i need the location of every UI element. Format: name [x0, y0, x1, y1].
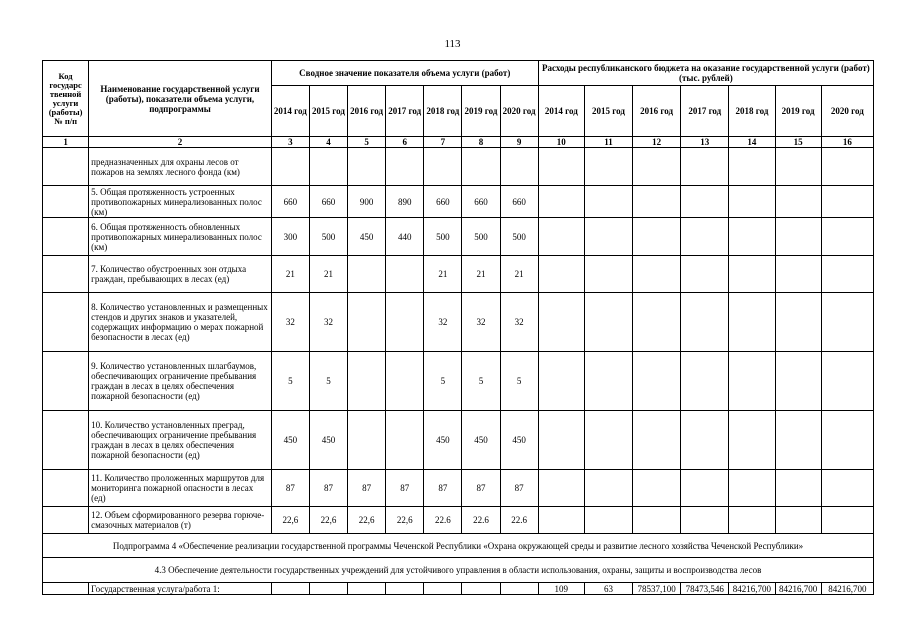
column-number: 16: [821, 137, 873, 148]
column-number: 4: [309, 137, 347, 148]
row-name: 5. Общая протяженность устроенных противопожарных минерализованных полос (км): [89, 186, 272, 218]
volume-cell: 22.6: [424, 507, 462, 534]
volume-cell: 450: [271, 411, 309, 470]
expense-cell: [729, 218, 775, 256]
header-row-1: [43, 61, 874, 86]
volume-cell: 32: [424, 293, 462, 352]
row-name: 9. Количество установленных шлагбаумов, обеспечивающих ограничение пребывания граждан в лесах в целях обеспечения пожарной безопасности (ед): [89, 352, 272, 411]
column-number: 1: [43, 137, 89, 148]
table-row: [43, 507, 874, 534]
column-number: 5: [348, 137, 386, 148]
volume-cell: 32: [271, 293, 309, 352]
header-year-volume: 2015 год: [309, 86, 347, 137]
expense-cell: [821, 411, 873, 470]
volume-cell: 87: [271, 470, 309, 507]
row-name: 10. Количество установленных преград, обеспечивающих ограничение пребывания граждан в лесах в целях обеспечения пожарной безопасности (ед): [89, 411, 272, 470]
row-code: [43, 507, 89, 534]
expense-cell: [681, 186, 729, 218]
expense-cell: [584, 218, 632, 256]
volume-cell: 21: [271, 256, 309, 293]
expense-cell: [729, 293, 775, 352]
volume-cell: 22.6: [500, 507, 538, 534]
section-row: [43, 558, 874, 583]
volume-cell: 5: [309, 352, 347, 411]
page-number: 113: [444, 38, 461, 50]
header-year-expense: 2018 год: [729, 86, 775, 137]
expense-cell: [775, 256, 821, 293]
header-year-volume: 2014 год: [271, 86, 309, 137]
header-name: Наименование государственной услуги (работы), показатели объема услуги, подпрограммы: [89, 61, 272, 137]
table-row: [43, 411, 874, 470]
expense-cell: [729, 507, 775, 534]
volume-cell: [500, 148, 538, 186]
expense-cell: [584, 352, 632, 411]
header-year-volume: 2019 год: [462, 86, 500, 137]
expense-cell: 84216,700: [775, 583, 821, 595]
volume-cell: [348, 256, 386, 293]
volume-cell: 22.6: [462, 507, 500, 534]
expense-cell: [584, 470, 632, 507]
final-row: [43, 583, 874, 595]
volume-cell: [309, 148, 347, 186]
section-title: 4.3 Обеспечение деятельности государственных учреждений для устойчивого управления в области использования, охраны, защиты и воспроизводства лесов: [43, 558, 874, 583]
header-year-expense: 2017 год: [681, 86, 729, 137]
expense-cell: [729, 411, 775, 470]
volume-cell: 900: [348, 186, 386, 218]
column-number: 7: [424, 137, 462, 148]
column-number: 3: [271, 137, 309, 148]
header-expenses-group: Расходы республиканского бюджета на оказание государственной услуги (работ) (тыс. рублей): [538, 61, 873, 86]
volume-cell: 21: [424, 256, 462, 293]
expense-cell: [681, 507, 729, 534]
volume-cell: 890: [386, 186, 424, 218]
row-code: [43, 256, 89, 293]
expense-cell: [729, 256, 775, 293]
expense-cell: [821, 218, 873, 256]
volume-cell: 500: [462, 218, 500, 256]
expense-cell: [729, 352, 775, 411]
row-name: 8. Количество установленных и размещенных стендов и других знаков и указателей, содержащих информацию о мерах пожарной безопасности в лесах (ед): [89, 293, 272, 352]
header-year-expense: 2020 год: [821, 86, 873, 137]
volume-cell: 32: [500, 293, 538, 352]
volume-cell: 5: [271, 352, 309, 411]
row-name: 11. Количество проложенных маршрутов для мониторинга пожарной опасности в лесах (ед): [89, 470, 272, 507]
volume-cell: 450: [424, 411, 462, 470]
volume-cell: 87: [309, 470, 347, 507]
expense-cell: [775, 470, 821, 507]
header-code: Код государс твенной услуги (работы) № п/п: [43, 61, 89, 137]
volume-cell: [386, 256, 424, 293]
header-year-expense: 2016 год: [633, 86, 681, 137]
column-number: 10: [538, 137, 584, 148]
subprogram-row: [43, 534, 874, 558]
column-number-row: [43, 137, 874, 148]
column-number: 14: [729, 137, 775, 148]
expense-cell: [775, 352, 821, 411]
expense-cell: 78473,546: [681, 583, 729, 595]
volume-cell: 500: [424, 218, 462, 256]
row-code: [43, 411, 89, 470]
row-name: 7. Количество обустроенных зон отдыха граждан, пребывающих в лесах (ед): [89, 256, 272, 293]
expense-cell: [633, 256, 681, 293]
volume-cell: 440: [386, 218, 424, 256]
header-year-expense: 2015 год: [584, 86, 632, 137]
volume-cell: 21: [309, 256, 347, 293]
volume-cell: [462, 148, 500, 186]
expense-cell: [821, 256, 873, 293]
expense-cell: [775, 507, 821, 534]
volume-cell: 450: [500, 411, 538, 470]
expense-cell: 78537,100: [633, 583, 681, 595]
row-code: [43, 352, 89, 411]
volume-cell: 22,6: [386, 507, 424, 534]
expense-cell: [681, 256, 729, 293]
volume-cell: [309, 583, 347, 595]
expense-cell: [538, 218, 584, 256]
volume-cell: 5: [500, 352, 538, 411]
volume-cell: [386, 352, 424, 411]
expense-cell: [633, 218, 681, 256]
expense-cell: [633, 186, 681, 218]
expense-cell: [681, 218, 729, 256]
report-table: [42, 60, 874, 595]
volume-cell: [386, 293, 424, 352]
row-code: [43, 293, 89, 352]
volume-cell: [271, 583, 309, 595]
expense-cell: [821, 293, 873, 352]
table-row: [43, 148, 874, 186]
expense-cell: [584, 256, 632, 293]
expense-cell: [538, 186, 584, 218]
column-number: 8: [462, 137, 500, 148]
volume-cell: 87: [424, 470, 462, 507]
volume-cell: 87: [348, 470, 386, 507]
expense-cell: [775, 411, 821, 470]
expense-cell: [821, 352, 873, 411]
volume-cell: 32: [309, 293, 347, 352]
expense-cell: [538, 411, 584, 470]
expense-cell: [681, 293, 729, 352]
subprogram-title: Подпрограмма 4 «Обеспечение реализации государственной программы Чеченской Республики «Охрана окружающей среды и развитие лесного хозяйства Чеченской Республики»: [43, 534, 874, 558]
expense-cell: [538, 470, 584, 507]
column-number: 11: [584, 137, 632, 148]
expense-cell: [775, 218, 821, 256]
expense-cell: [729, 470, 775, 507]
row-name: 6. Общая протяженность обновленных противопожарных минерализованных полос (км): [89, 218, 272, 256]
expense-cell: [681, 148, 729, 186]
row-code: [43, 148, 89, 186]
volume-cell: [271, 148, 309, 186]
volume-cell: [386, 148, 424, 186]
table-row: [43, 470, 874, 507]
expense-cell: [633, 411, 681, 470]
table-row: [43, 256, 874, 293]
header-volume-group: Сводное значение показателя объема услуги (работ): [271, 61, 538, 86]
volume-cell: 660: [309, 186, 347, 218]
volume-cell: [462, 583, 500, 595]
expense-cell: [775, 293, 821, 352]
row-code: [43, 470, 89, 507]
row-name: Государственная услуга/работа 1:: [89, 583, 272, 595]
row-name: 12. Объем сформированного резерва горюче-смазочных материалов (т): [89, 507, 272, 534]
column-number: 15: [775, 137, 821, 148]
header-year-volume: 2020 год: [500, 86, 538, 137]
volume-cell: [348, 352, 386, 411]
header-year-volume: 2016 год: [348, 86, 386, 137]
volume-cell: 500: [500, 218, 538, 256]
volume-cell: [424, 583, 462, 595]
expense-cell: [538, 293, 584, 352]
volume-cell: 87: [386, 470, 424, 507]
expense-cell: [633, 352, 681, 411]
expense-cell: [538, 352, 584, 411]
row-code: [43, 186, 89, 218]
volume-cell: [386, 583, 424, 595]
expense-cell: [633, 148, 681, 186]
column-number: 12: [633, 137, 681, 148]
expense-cell: [633, 293, 681, 352]
row-code: [43, 583, 89, 595]
volume-cell: 450: [348, 218, 386, 256]
volume-cell: 450: [462, 411, 500, 470]
volume-cell: 450: [309, 411, 347, 470]
row-code: [43, 218, 89, 256]
volume-cell: 22,6: [309, 507, 347, 534]
expense-cell: [633, 507, 681, 534]
volume-cell: 660: [424, 186, 462, 218]
volume-cell: 660: [500, 186, 538, 218]
volume-cell: [386, 411, 424, 470]
column-number: 13: [681, 137, 729, 148]
volume-cell: [348, 411, 386, 470]
header-year-expense: 2019 год: [775, 86, 821, 137]
volume-cell: [348, 148, 386, 186]
header-year-volume: 2018 год: [424, 86, 462, 137]
expense-cell: [584, 148, 632, 186]
expense-cell: [681, 411, 729, 470]
expense-cell: [775, 148, 821, 186]
expense-cell: [821, 507, 873, 534]
expense-cell: 109: [538, 583, 584, 595]
column-number: 6: [386, 137, 424, 148]
volume-cell: 21: [462, 256, 500, 293]
volume-cell: [424, 148, 462, 186]
expense-cell: [538, 256, 584, 293]
expense-cell: [729, 186, 775, 218]
row-name: предназначенных для охраны лесов от пожаров на землях лесного фонда (км): [89, 148, 272, 186]
table-row: [43, 352, 874, 411]
header-year-volume: 2017 год: [386, 86, 424, 137]
volume-cell: 87: [500, 470, 538, 507]
header-year-expense: 2014 год: [538, 86, 584, 137]
expense-cell: [538, 148, 584, 186]
expense-cell: [584, 411, 632, 470]
volume-cell: 87: [462, 470, 500, 507]
volume-cell: 5: [424, 352, 462, 411]
volume-cell: 32: [462, 293, 500, 352]
expense-cell: [633, 470, 681, 507]
volume-cell: 500: [309, 218, 347, 256]
volume-cell: [348, 583, 386, 595]
expense-cell: [775, 186, 821, 218]
table-row: [43, 186, 874, 218]
volume-cell: 660: [462, 186, 500, 218]
volume-cell: [348, 293, 386, 352]
expense-cell: [821, 148, 873, 186]
column-number: 9: [500, 137, 538, 148]
table-row: [43, 293, 874, 352]
volume-cell: 22,6: [348, 507, 386, 534]
volume-cell: [500, 583, 538, 595]
volume-cell: 660: [271, 186, 309, 218]
expense-cell: 84216,700: [729, 583, 775, 595]
expense-cell: [538, 507, 584, 534]
expense-cell: [584, 293, 632, 352]
volume-cell: 300: [271, 218, 309, 256]
volume-cell: 5: [462, 352, 500, 411]
column-number: 2: [89, 137, 272, 148]
expense-cell: [729, 148, 775, 186]
volume-cell: 21: [500, 256, 538, 293]
expense-cell: [821, 470, 873, 507]
expense-cell: [584, 507, 632, 534]
expense-cell: 84216,700: [821, 583, 873, 595]
volume-cell: 22,6: [271, 507, 309, 534]
expense-cell: [821, 186, 873, 218]
expense-cell: 63: [584, 583, 632, 595]
expense-cell: [681, 352, 729, 411]
expense-cell: [681, 470, 729, 507]
table-row: [43, 218, 874, 256]
expense-cell: [584, 186, 632, 218]
